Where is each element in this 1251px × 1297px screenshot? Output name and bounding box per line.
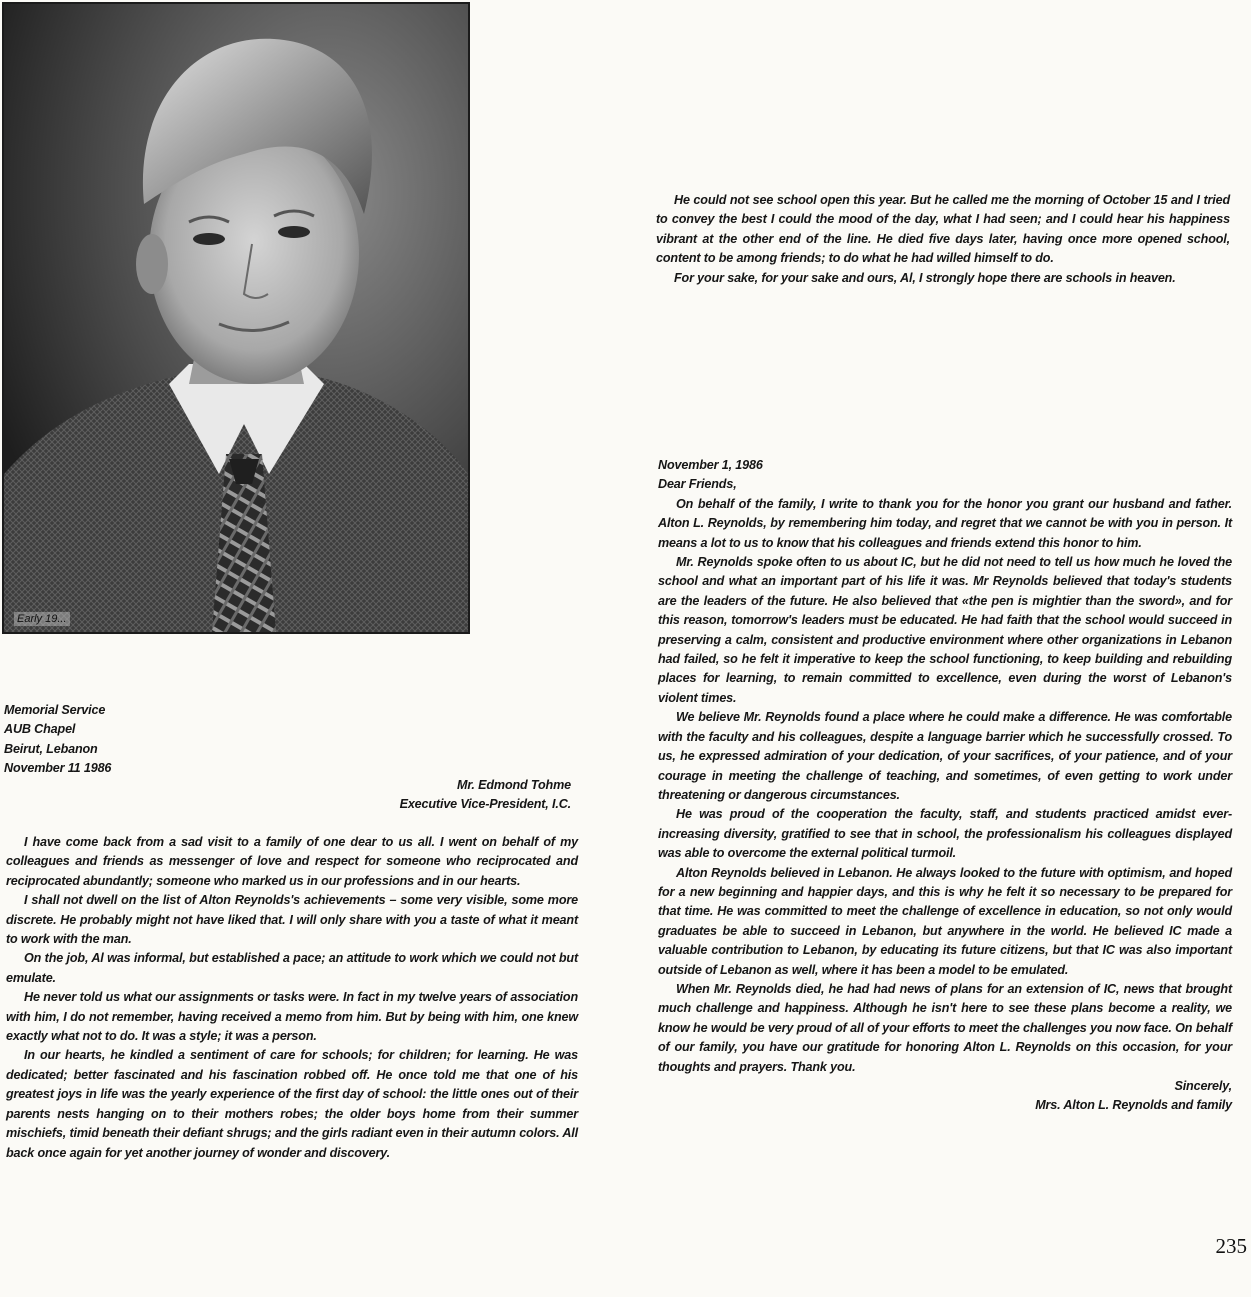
photo-caption: Early 19... <box>14 612 70 626</box>
family-letter <box>658 456 1232 1116</box>
letter-signature: Mrs. Alton L. Reynolds and family <box>1035 1098 1232 1113</box>
letter-salutation: Dear Friends, <box>658 477 737 492</box>
letter-paragraph: When Mr. Reynolds died, he had had news of plans for an extension of IC, news that brought much challenge and happiness. Although he isn't here to see these plans become a reality, we know he would be very proud of all of your efforts to meet the challenges you now face. On behalf of our family, you have our gratitude for honoring Alton L. Reynolds on this occasion, for your thoughts and prayers. Thank you. <box>658 981 1232 1074</box>
speech-conclusion <box>656 191 1230 288</box>
speech-paragraph: On the job, Al was informal, but established a pace; an attitude to work which we could not but emulate. <box>6 951 578 985</box>
page-number: 235 <box>1215 1234 1247 1258</box>
letter-paragraph: Mr. Reynolds spoke often to us about IC, but he did not need to tell us how much he loved the school and what an important part of his life it was. Mr Reynolds believed that today's students are the leaders of the future. He also believed that «the pen is mightier than the sword», and for this reason, tomorrow's leaders must be educated. He had faith that the school would succeed in preserving a calm, consistent and productive environment where other organizations in Lebanon had failed, so he felt it imperative to keep the school functioning, to keep building and rebuilding places for learning, to remain committed to excellence, even during the worst of Lebanon's violent times. <box>658 555 1232 705</box>
service-line: Memorial Service <box>4 703 106 717</box>
service-line: November 11 1986 <box>4 761 112 776</box>
speech-paragraph: In our hearts, he kindled a sentiment of care for schools; for children; for learning. He was dedicated; better fascinated and his fascination robbed off. He once told me that one of his greatest joys in life was the yearly experience of the first day of school: the little ones out of their parents nests hanging on to their mothers robes; the older boys home from their summer mischiefs, timid beneath their defiant shrugs; and the girls radiant even in their autumn colors. All back once again for yet another journey of wonder and discovery. <box>6 1048 578 1160</box>
letter-paragraph: Alton Reynolds believed in Lebanon. He always looked to the future with optimism, and hoped for a new beginning and happier days, and this is why he felt it so necessary to be prepared for that time. He was committed to meet the challenge of excellence in education, so not only would graduates be able to succeed in Lebanon, but anywhere in the world. He believed IC made a valuable contribution to Lebanon, by educating its future citizens, but that IC was also important outside of Lebanon as well, where it has been a model to be emulated. <box>658 865 1232 977</box>
letter-date: November 1, 1986 <box>658 458 763 472</box>
tribute-speech <box>6 833 578 1163</box>
letter-paragraph: He was proud of the cooperation the faculty, staff, and students practiced amidst ever-increasing diversity, gratified to see that in school, the professionalism his colleagues displayed was able to overcome the external political turmoil. <box>658 807 1232 861</box>
portrait-image <box>4 4 468 632</box>
speaker-title: Executive Vice-President, I.C. <box>399 797 571 812</box>
speaker-block <box>300 776 571 815</box>
letter-closing-block <box>658 1077 1232 1116</box>
speech-paragraph: For your sake, for your sake and ours, Al, I strongly hope there are schools in heaven. <box>674 270 1176 285</box>
service-line: Beirut, Lebanon <box>4 741 98 756</box>
portrait-photo <box>2 2 470 634</box>
letter-paragraph: We believe Mr. Reynolds found a place where he could make a difference. He was comfortable with the faculty and his colleagues, despite a language barrier which he successfully crossed. To us, he expressed admiration of your dedication, of your sacrifices, of your patience, and of your courage in meeting the challenge of teaching, and sometimes, of even getting to work under threatening or dangerous circumstances. <box>658 710 1232 802</box>
speech-paragraph: I have come back from a sad visit to a family of one dear to us all. I went on behalf of my colleagues and friends as messenger of love and respect for someone who reciprocated and reciprocated abundantly; someone who marked us in our professions and in our hearts. <box>6 835 578 888</box>
letter-closing: Sincerely, <box>1174 1079 1232 1093</box>
speech-paragraph: He could not see school open this year. But he called me the morning of October 15 and I tried to convey the best I could the mood of the day, what I had seen; and I could hear his happiness vibrant at the other end of the line. He died five days later, having once more opened school, content to be among friends; to do what he had willed himself to do. <box>656 193 1230 266</box>
service-line: AUB Chapel <box>4 722 76 737</box>
speaker-name: Mr. Edmond Tohme <box>457 778 571 792</box>
speech-paragraph: I shall not dwell on the list of Alton Reynolds's achievements – some very visible, some more discrete. He probably might not have liked that. I will only share with you a taste of what it meant to work with the man. <box>6 893 578 947</box>
speech-paragraph: He never told us what our assignments or tasks were. In fact in my twelve years of association with him, I do not remember, having received a memo from him. But by being with him, one knew exactly what not to do. It was a style; it was a person. <box>6 990 578 1044</box>
service-info <box>4 701 244 779</box>
letter-paragraph: On behalf of the family, I write to thank you for the honor you grant our husband and father. Alton L. Reynolds, by remembering him today, and regret that we cannot be with you in person. It means a lot to us to know that his colleagues and friends extend this honor to him. <box>658 496 1232 550</box>
